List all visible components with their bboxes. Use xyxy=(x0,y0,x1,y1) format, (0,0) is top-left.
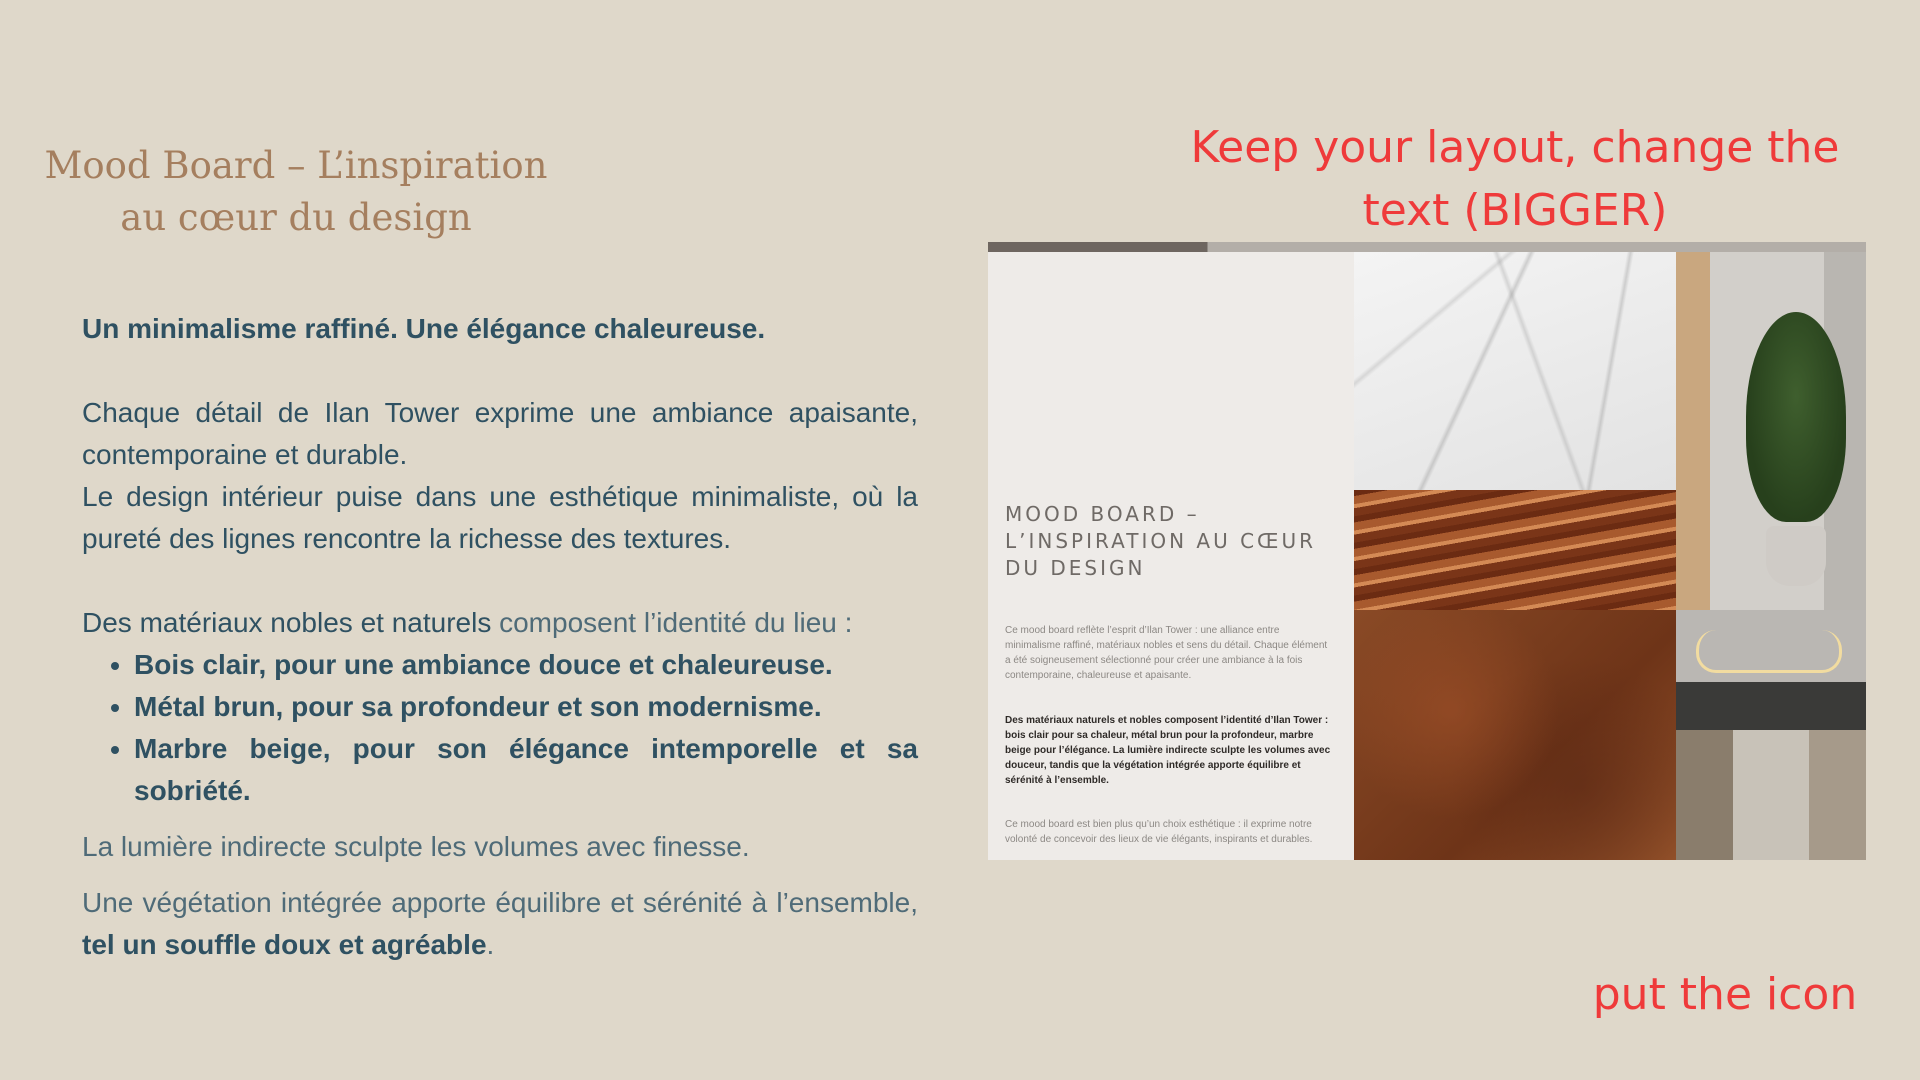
list-item: • Marbre beige, pour son élégance intemporelle et sa sobriété. xyxy=(134,728,918,812)
intro-heading: Un minimalisme raffiné. Une élégance chaleureuse. xyxy=(82,313,766,344)
mood-board-preview xyxy=(988,242,1866,860)
vegetation-end: . xyxy=(486,929,495,960)
interior-lamp-image xyxy=(1676,610,1866,730)
page-title: Mood Board – L’inspiration au cœur du design xyxy=(44,144,548,239)
annotation-top: Keep your layout, change the text (BIGGER) xyxy=(1190,122,1840,236)
materials-bold: Des matériaux nobles et naturels xyxy=(82,607,492,638)
board-top-strip xyxy=(988,242,1866,252)
board-title: MOOD BOARD – L’INSPIRATION AU CŒUR DU DESIGN xyxy=(1005,502,1316,580)
materials-list xyxy=(82,644,918,812)
annotation-bottom: put the icon xyxy=(1592,969,1858,1020)
rust-metal-texture-image xyxy=(1354,610,1676,860)
planter xyxy=(1766,526,1826,586)
vegetation-bold: tel un souffle doux et agréable xyxy=(82,929,487,960)
board-paragraph-1: Ce mood board reflète l’esprit d’Ilan Tower : une alliance entre minimalisme raffiné, matériaux nobles et sens du détail. Chaque élément a été soigneusement sélectionné pour créer une ambiance à la fois contemporaine, chaleureuse et apaisante. xyxy=(1005,625,1328,681)
body-text xyxy=(82,308,918,966)
paragraph-1: Chaque détail de Ilan Tower exprime une ambiance apaisante, contemporaine et durable. xyxy=(82,397,918,470)
materials-intro xyxy=(82,602,918,644)
materials-rest: composent l’identité du lieu : xyxy=(491,607,853,638)
marble-texture-image xyxy=(1354,252,1676,490)
list-item: • Métal brun, pour sa profondeur et son modernisme. xyxy=(134,686,918,728)
plant-icon xyxy=(1746,312,1846,522)
board-paragraph-3: Ce mood board est bien plus qu’un choix esthétique : il exprime notre volonté de concevoir des lieux de vie élégants, inspirants et durables. xyxy=(1005,819,1313,845)
interior-hallway-image xyxy=(1676,730,1866,860)
paragraph-2: Le design intérieur puise dans une esthétique minimaliste, où la pureté des lignes rencontre la richesse des textures. xyxy=(82,481,918,554)
pendant-lamp xyxy=(1696,630,1842,673)
lighting-paragraph: La lumière indirecte sculpte les volumes avec finesse. xyxy=(82,831,750,862)
interior-plant-image xyxy=(1676,252,1866,610)
wood-texture-image xyxy=(1354,490,1676,610)
board-text-panel xyxy=(988,252,1354,860)
vegetation-text: Une végétation intégrée apporte équilibre et sérénité à l’ensemble, xyxy=(82,887,918,918)
list-item: • Bois clair, pour une ambiance douce et chaleureuse. xyxy=(134,644,918,686)
vegetation-paragraph xyxy=(82,882,918,966)
board-paragraph-2: Des matériaux naturels et nobles composent l’identité d’Ilan Tower : bois clair pour sa chaleur, métal brun pour la profondeur, marbre beige pour l’élégance. La lumière indirecte sculpte les volumes avec douceur, tandis que la végétation intégrée apporte équilibre et sérénité à l’ensemble. xyxy=(1005,715,1331,786)
